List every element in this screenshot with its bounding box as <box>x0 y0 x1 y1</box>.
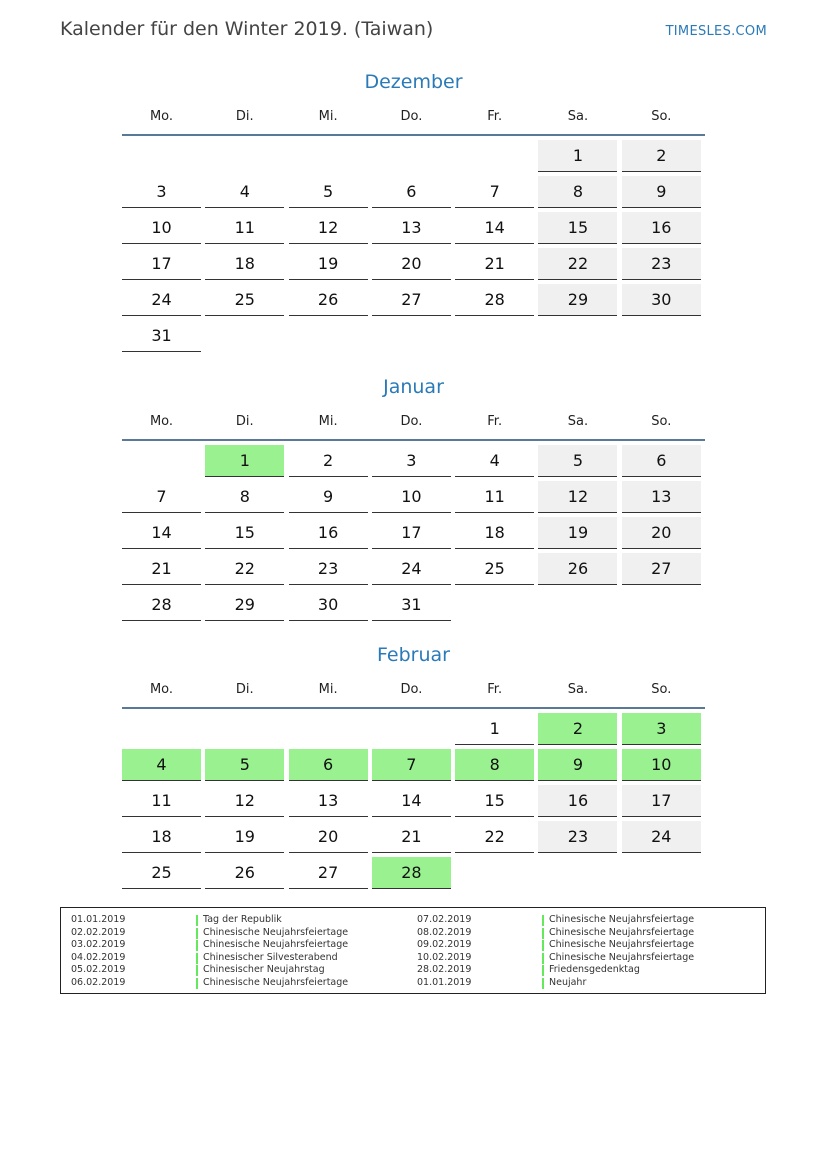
day-grid <box>122 713 705 889</box>
legend-date: 28.02.2019 <box>417 964 472 976</box>
day-cell: 14 <box>372 785 451 817</box>
day-cell: 11 <box>122 785 201 817</box>
legend-row <box>417 977 747 990</box>
legend-holiday-name: Chinesische Neujahrsfeiertage <box>203 939 349 951</box>
month-name: Februar <box>377 644 450 666</box>
day-cell: 16 <box>622 212 701 244</box>
legend-column-left <box>71 914 401 990</box>
day-cell: 14 <box>122 517 201 549</box>
day-cell: 13 <box>289 785 368 817</box>
legend-holiday-name: Chinesischer Neujahrstag <box>203 964 325 976</box>
day-cell: 13 <box>622 481 701 513</box>
day-cell: 26 <box>538 553 617 585</box>
legend-holiday-name: Neujahr <box>549 976 587 988</box>
day-cell: 23 <box>538 821 617 853</box>
legend-date: 03.02.2019 <box>71 939 126 951</box>
day-cell: 1 <box>205 445 284 477</box>
legend-row <box>417 927 747 940</box>
weekday-label: So. <box>651 109 672 124</box>
day-cell: 12 <box>205 785 284 817</box>
empty-day-cell <box>289 140 368 172</box>
legend-holiday-name: Chinesische Neujahrsfeiertage <box>549 926 695 938</box>
day-cell: 18 <box>455 517 534 549</box>
legend-column-right <box>417 914 747 990</box>
holiday-color-marker <box>196 953 198 964</box>
legend-date: 04.02.2019 <box>71 951 126 963</box>
day-cell: 2 <box>538 713 617 745</box>
legend-holiday-name: Chinesische Neujahrsfeiertage <box>203 976 349 988</box>
legend-holiday-name: Tag der Republik <box>203 914 282 925</box>
legend-row <box>71 964 401 977</box>
month-name: Dezember <box>364 71 463 93</box>
day-cell: 30 <box>289 589 368 621</box>
day-cell: 4 <box>122 749 201 781</box>
legend-date: 07.02.2019 <box>417 914 472 925</box>
day-cell: 20 <box>372 248 451 280</box>
day-cell: 27 <box>372 284 451 316</box>
month-februar <box>122 641 705 889</box>
empty-day-cell <box>205 140 284 172</box>
day-cell: 2 <box>289 445 368 477</box>
empty-day-cell <box>205 713 284 745</box>
day-cell: 22 <box>538 248 617 280</box>
legend-row <box>417 914 747 927</box>
day-cell: 9 <box>622 176 701 208</box>
day-cell: 26 <box>205 857 284 889</box>
day-cell: 21 <box>122 553 201 585</box>
day-cell: 21 <box>455 248 534 280</box>
day-cell: 29 <box>205 589 284 621</box>
day-cell: 24 <box>122 284 201 316</box>
legend-holiday-name: Chinesische Neujahrsfeiertage <box>203 926 349 938</box>
weekday-label: Do. <box>400 109 423 124</box>
weekday-label: Sa. <box>567 414 589 429</box>
legend-row <box>417 952 747 965</box>
legend-row <box>417 964 747 977</box>
day-cell: 20 <box>289 821 368 853</box>
day-cell: 5 <box>289 176 368 208</box>
day-cell: 8 <box>538 176 617 208</box>
day-cell: 3 <box>122 176 201 208</box>
day-cell: 4 <box>455 445 534 477</box>
legend-holiday-name: Chinesische Neujahrsfeiertage <box>549 914 695 925</box>
day-cell: 16 <box>289 517 368 549</box>
legend-row <box>71 927 401 940</box>
weekday-label: Di. <box>235 682 254 697</box>
day-cell: 3 <box>622 713 701 745</box>
holiday-color-marker <box>196 978 198 989</box>
day-cell: 19 <box>205 821 284 853</box>
day-cell: 15 <box>538 212 617 244</box>
day-cell: 15 <box>205 517 284 549</box>
day-cell: 28 <box>372 857 451 889</box>
day-cell: 22 <box>455 821 534 853</box>
brand-link[interactable]: TIMESLES.COM <box>665 24 767 39</box>
day-cell: 3 <box>372 445 451 477</box>
day-cell: 19 <box>289 248 368 280</box>
holiday-legend <box>60 907 766 994</box>
empty-day-cell <box>455 140 534 172</box>
day-cell: 11 <box>205 212 284 244</box>
day-cell: 23 <box>289 553 368 585</box>
day-cell: 23 <box>622 248 701 280</box>
page-title: Kalender für den Winter 2019. (Taiwan) <box>60 18 434 40</box>
day-cell: 11 <box>455 481 534 513</box>
weekday-label: Sa. <box>567 109 589 124</box>
legend-date: 02.02.2019 <box>71 926 126 938</box>
holiday-color-marker <box>542 928 544 939</box>
day-cell: 31 <box>372 589 451 621</box>
day-cell: 10 <box>122 212 201 244</box>
day-cell: 22 <box>205 553 284 585</box>
day-cell: 10 <box>372 481 451 513</box>
weekday-header <box>122 679 705 709</box>
day-cell: 18 <box>122 821 201 853</box>
day-cell: 15 <box>455 785 534 817</box>
day-cell: 9 <box>538 749 617 781</box>
weekday-label: Di. <box>235 414 254 429</box>
empty-day-cell <box>622 320 701 352</box>
day-cell: 19 <box>538 517 617 549</box>
weekday-label: Fr. <box>487 414 503 429</box>
legend-row <box>71 977 401 990</box>
empty-day-cell <box>122 140 201 172</box>
legend-holiday-name: Chinesische Neujahrsfeiertage <box>549 939 695 951</box>
holiday-color-marker <box>196 940 198 951</box>
day-cell: 9 <box>289 481 368 513</box>
day-cell: 7 <box>122 481 201 513</box>
holiday-color-marker <box>196 928 198 939</box>
weekday-label: Fr. <box>487 682 503 697</box>
legend-row <box>71 952 401 965</box>
day-cell: 14 <box>455 212 534 244</box>
legend-row <box>71 914 401 927</box>
weekday-label: Mi. <box>318 682 338 697</box>
day-grid <box>122 445 705 621</box>
weekday-header <box>122 411 705 441</box>
day-cell: 28 <box>455 284 534 316</box>
holiday-color-marker <box>542 915 544 926</box>
day-cell: 25 <box>122 857 201 889</box>
month-dezember <box>122 68 705 352</box>
empty-day-cell <box>372 140 451 172</box>
legend-date: 08.02.2019 <box>417 926 472 938</box>
day-grid <box>122 140 705 352</box>
day-cell: 13 <box>372 212 451 244</box>
day-cell: 27 <box>622 553 701 585</box>
day-cell: 10 <box>622 749 701 781</box>
legend-date: 10.02.2019 <box>417 951 472 963</box>
empty-day-cell <box>622 857 701 889</box>
day-cell: 6 <box>622 445 701 477</box>
holiday-color-marker <box>542 965 544 976</box>
empty-day-cell <box>622 589 701 621</box>
weekday-label: Mo. <box>149 109 174 124</box>
legend-row <box>417 939 747 952</box>
empty-day-cell <box>538 589 617 621</box>
day-cell: 25 <box>455 553 534 585</box>
empty-day-cell <box>372 713 451 745</box>
legend-date: 06.02.2019 <box>71 976 126 988</box>
weekday-label: Do. <box>400 682 423 697</box>
day-cell: 5 <box>205 749 284 781</box>
day-cell: 2 <box>622 140 701 172</box>
empty-day-cell <box>455 857 534 889</box>
weekday-label: Mo. <box>149 414 174 429</box>
day-cell: 7 <box>455 176 534 208</box>
empty-day-cell <box>289 320 368 352</box>
day-cell: 26 <box>289 284 368 316</box>
empty-day-cell <box>122 445 201 477</box>
day-cell: 18 <box>205 248 284 280</box>
day-cell: 30 <box>622 284 701 316</box>
empty-day-cell <box>205 320 284 352</box>
day-cell: 5 <box>538 445 617 477</box>
month-name: Januar <box>383 376 444 398</box>
day-cell: 24 <box>372 553 451 585</box>
holiday-color-marker <box>542 940 544 951</box>
empty-day-cell <box>455 320 534 352</box>
legend-date: 01.01.2019 <box>71 914 126 925</box>
day-cell: 8 <box>455 749 534 781</box>
holiday-color-marker <box>196 915 198 926</box>
empty-day-cell <box>538 320 617 352</box>
empty-day-cell <box>122 713 201 745</box>
day-cell: 12 <box>289 212 368 244</box>
day-cell: 17 <box>622 785 701 817</box>
weekday-label: Mo. <box>149 682 174 697</box>
day-cell: 12 <box>538 481 617 513</box>
weekday-label: Di. <box>235 109 254 124</box>
holiday-color-marker <box>196 965 198 976</box>
day-cell: 27 <box>289 857 368 889</box>
day-cell: 6 <box>372 176 451 208</box>
day-cell: 31 <box>122 320 201 352</box>
legend-date: 09.02.2019 <box>417 939 472 951</box>
holiday-color-marker <box>542 978 544 989</box>
day-cell: 1 <box>455 713 534 745</box>
holiday-color-marker <box>542 953 544 964</box>
legend-date: 01.01.2019 <box>417 976 472 988</box>
weekday-label: So. <box>651 414 672 429</box>
empty-day-cell <box>289 713 368 745</box>
weekday-label: Mi. <box>318 109 338 124</box>
day-cell: 16 <box>538 785 617 817</box>
day-cell: 17 <box>122 248 201 280</box>
day-cell: 1 <box>538 140 617 172</box>
weekday-label: Fr. <box>487 109 503 124</box>
day-cell: 6 <box>289 749 368 781</box>
day-cell: 21 <box>372 821 451 853</box>
empty-day-cell <box>538 857 617 889</box>
weekday-label: So. <box>651 682 672 697</box>
legend-date: 05.02.2019 <box>71 964 126 976</box>
day-cell: 8 <box>205 481 284 513</box>
legend-holiday-name: Chinesische Neujahrsfeiertage <box>549 951 695 963</box>
day-cell: 28 <box>122 589 201 621</box>
empty-day-cell <box>455 589 534 621</box>
weekday-label: Mi. <box>318 414 338 429</box>
month-januar <box>122 373 705 621</box>
day-cell: 20 <box>622 517 701 549</box>
legend-holiday-name: Chinesischer Silvesterabend <box>203 951 338 963</box>
day-cell: 24 <box>622 821 701 853</box>
day-cell: 7 <box>372 749 451 781</box>
day-cell: 25 <box>205 284 284 316</box>
day-cell: 17 <box>372 517 451 549</box>
legend-row <box>71 939 401 952</box>
weekday-label: Do. <box>400 414 423 429</box>
weekday-header <box>122 106 705 136</box>
weekday-label: Sa. <box>567 682 589 697</box>
day-cell: 29 <box>538 284 617 316</box>
empty-day-cell <box>372 320 451 352</box>
legend-holiday-name: Friedensgedenktag <box>549 964 640 976</box>
day-cell: 4 <box>205 176 284 208</box>
